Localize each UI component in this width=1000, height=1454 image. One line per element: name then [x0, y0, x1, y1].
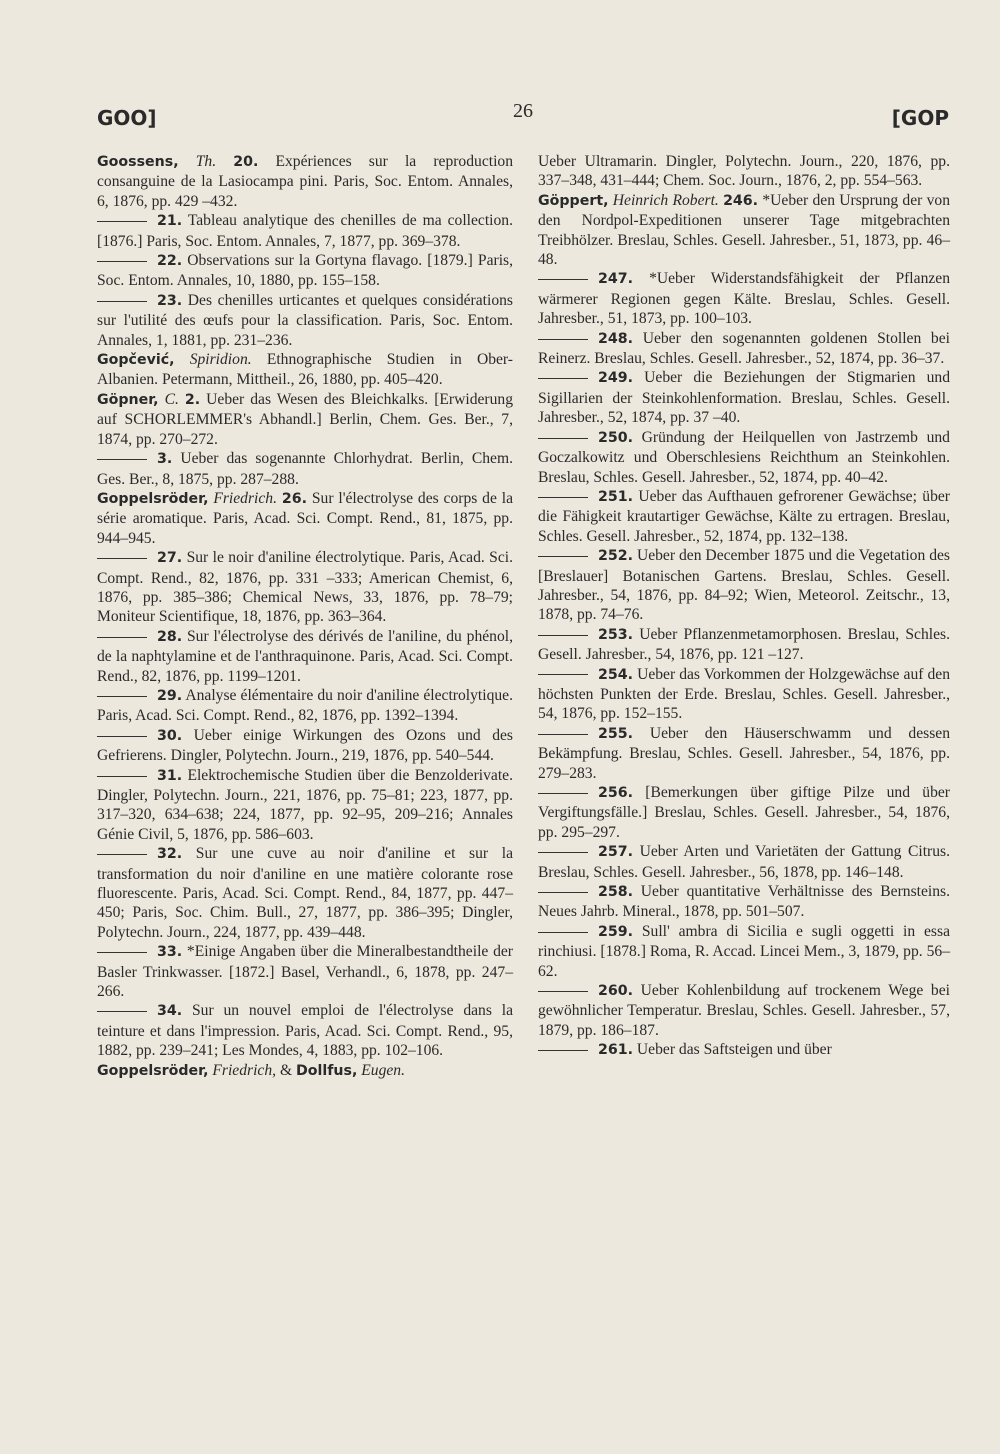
header-left-guide: GOO]	[97, 106, 157, 130]
bibliography-entry	[538, 981, 950, 1040]
ditto-rule	[97, 736, 147, 737]
entry-text: Ueber Pflanzenmetamorphosen. Breslau, Schles. Gesell. Jahresber., 54, 1876, pp. 121 –127.	[538, 625, 950, 664]
bibliography-entry	[538, 842, 950, 882]
ditto-rule	[538, 852, 588, 853]
author-given-name: Th.	[195, 153, 217, 170]
entry-number: 29.	[157, 687, 183, 704]
entry-number: 2.	[184, 391, 201, 408]
entry-text: Gründung der Heilquellen von Jastrzemb und Goczalkowitz und Oberschlesiens Reichthum an Steinkohlen. Breslau, Schles. Gesell. Jahresber., 52, 1874, pp. 40–42.	[538, 428, 950, 486]
ditto-rule	[97, 301, 147, 302]
bibliography-entry	[97, 291, 513, 350]
bibliography-entry	[538, 152, 950, 191]
bibliography-entry	[97, 548, 513, 627]
entry-text: *Einige Angaben über die Mineralbestandtheile der Basler Trinkwasser. [1872.] Basel, Verhandl., 6, 1878, pp. 247–266.	[97, 943, 513, 1001]
bibliography-entry	[97, 844, 513, 942]
entry-text: Ueber den December 1875 und die Vegetation des [Breslauer] Botanischen Gartens. Breslau, Schles. Gesell. Jahresber., 54, 1876, pp. 84–92; Wien, Meteorol. Zeitschr., 13, 1878, pp. 74–76.	[538, 547, 950, 624]
entry-text: Sur un nouvel emploi de l'électrolyse dans la teinture et dans l'impression. Paris, Acad. Sci. Compt. Rend., 95, 1882, pp. 239–241; Les Mondes, 4, 1883, pp. 102–106.	[97, 1002, 513, 1060]
ditto-rule	[538, 279, 588, 280]
entry-text: Sur l'électrolyse des corps de la série aromatique. Paris, Acad. Sci. Compt. Rend., 81, 1875, pp. 944–945.	[97, 489, 513, 547]
bibliography-entry	[97, 449, 513, 489]
entry-text: *Ueber den Ursprung der von den Nordpol-Expeditionen unserer Tage mitgebrachten Treibhölzer. Breslau, Schles. Gesell. Jahresber., 51, 1873, pp. 46–48.	[538, 191, 950, 269]
entry-number: 253.	[598, 626, 634, 643]
entry-number: 258.	[598, 884, 634, 901]
bibliography-entry	[538, 368, 950, 427]
coauthor-given-name: Eugen.	[361, 1061, 406, 1079]
bibliography-entry	[97, 1001, 513, 1060]
entry-number: 23.	[157, 292, 183, 309]
header-right-guide: [GOP	[891, 106, 949, 130]
ditto-rule	[97, 952, 147, 953]
author-given-name: Friedrich.	[213, 489, 277, 507]
entry-text: Ueber einige Wirkungen des Ozons und des Gefrierens. Dingler, Polytechn. Journ., 219, 1876, pp. 540–544.	[97, 726, 513, 765]
ditto-rule	[538, 734, 588, 735]
entry-number: 252.	[598, 548, 634, 565]
bibliography-entry	[538, 882, 950, 922]
page-header	[97, 100, 949, 134]
ditto-rule	[538, 932, 588, 933]
entry-text: Des chenilles urticantes et quelques considérations sur l'utilité des œufs pour la classification. Paris, Soc. Entom. Annales, 1, 1881, pp. 231–236.	[97, 291, 513, 349]
entry-text: Ueber das Vorkommen der Holzgewächse auf den höchsten Punkten der Erde. Breslau, Schles. Gesell. Jahresber., 54, 1876, pp. 152–155.	[538, 665, 950, 723]
bibliography-entry	[97, 766, 513, 845]
entry-text: Sur le noir d'aniline électrolytique. Paris, Acad. Sci. Compt. Rend., 82, 1876, pp. 331 –333; American Chemist, 6, 1876, pp. 385–386; Chemical News, 33, 1876, pp. 78–79; Moniteur Scientifique, 18, 1876, pp. 363–364.	[97, 549, 513, 626]
ditto-rule	[538, 635, 588, 636]
entry-text: Analyse élémentaire du noir d'aniline électrolytique. Paris, Acad. Sci. Compt. Rend., 82, 1876, pp. 1392–1394.	[97, 686, 513, 725]
ampersand: &	[279, 1061, 293, 1079]
entry-text: Ueber das Aufthauen gefrorener Gewächse; über die Fähigkeit krautartiger Gewächse, Kälte zu ertragen. Breslau, Schles. Gesell. Jahresber., 52, 1874, pp. 132–138.	[538, 487, 950, 545]
author-given-name: C.	[164, 390, 179, 408]
entry-number: 254.	[598, 666, 634, 683]
ditto-rule	[97, 854, 147, 855]
author-given-name: Friedrich,	[212, 1061, 277, 1079]
entry-number: 248.	[598, 330, 634, 347]
entry-text: Ueber quantitative Verhältnisse des Bernsteins. Neues Jahrb. Mineral., 1878, pp. 501–507.	[538, 883, 950, 921]
entry-number: 257.	[598, 844, 634, 861]
entry-number: 261.	[598, 1042, 634, 1059]
ditto-rule	[538, 378, 588, 379]
entry-text: Ueber Arten und Varietäten der Gattung Citrus. Breslau, Schles. Gesell. Jahresber., 56, 1878, pp. 146–148.	[538, 843, 950, 881]
entry-text: Ueber den sogenannten goldenen Stollen bei Reinerz. Breslau, Schles. Gesell. Jahresber., 52, 1874, pp. 36–37.	[538, 329, 950, 368]
bibliography-entry	[97, 350, 513, 390]
entry-number: 21.	[157, 213, 183, 230]
ditto-rule	[97, 221, 147, 222]
entry-number: 33.	[157, 944, 183, 961]
ditto-rule	[538, 892, 588, 893]
entry-text: Ueber das Saftsteigen und über	[636, 1041, 832, 1059]
author-given-name: Heinrich Robert.	[612, 191, 719, 209]
entry-number: 30.	[157, 727, 183, 744]
entry-number: 3.	[157, 451, 173, 468]
ditto-rule	[538, 1050, 588, 1051]
entry-number: 22.	[157, 253, 183, 270]
entry-number: 260.	[598, 983, 634, 1000]
bibliography-entry	[97, 211, 513, 251]
entry-number: 259.	[598, 923, 634, 940]
entry-text: Ueber Kohlenbildung auf trockenem Wege bei gewöhnlicher Temperatur. Breslau, Schles. Gesell. Jahresber., 57, 1879, pp. 186–187.	[538, 982, 950, 1039]
entry-text: [Bemerkungen über giftige Pilze und über Vergiftungsfälle.] Breslau, Schles. Gesell. Jahresber., 54, 1876, pp. 295–297.	[538, 784, 950, 841]
bibliography-entry	[97, 627, 513, 686]
author-surname: Goppelsröder,	[97, 490, 209, 507]
author-surname: Gopčević,	[97, 352, 175, 369]
bibliography-entry	[97, 390, 513, 449]
entry-number: 31.	[157, 767, 183, 784]
entry-number: 34.	[157, 1003, 183, 1020]
bibliography-entry	[97, 942, 513, 1001]
author-surname: Goossens,	[97, 154, 179, 170]
entry-text: Ueber Ultramarin. Dingler, Polytechn. Journ., 220, 1876, pp. 337–348, 431–444; Chem. Soc. Journ., 1876, 2, pp. 554–563.	[538, 153, 950, 190]
ditto-rule	[97, 776, 147, 777]
ditto-rule	[97, 261, 147, 262]
author-surname: Göpner,	[97, 391, 159, 408]
ditto-rule	[538, 674, 588, 675]
entry-number: 256.	[598, 785, 634, 801]
ditto-rule	[97, 558, 147, 559]
ditto-rule	[538, 793, 588, 794]
entry-number: 247.	[598, 271, 634, 288]
entry-number: 249.	[598, 370, 634, 387]
entry-text: Expériences sur la reproduction consanguine de la Lasiocampa pini. Paris, Soc. Entom. Annales, 6, 1876, pp. 429 –432.	[97, 153, 514, 210]
ditto-rule	[538, 339, 588, 340]
entry-text: Ethnographische Studien in Ober-Albanien. Petermann, Mittheil., 26, 1880, pp. 405–420.	[97, 351, 513, 389]
entry-number: 250.	[598, 429, 634, 446]
bibliography-entry	[97, 726, 513, 766]
entry-number: 251.	[598, 488, 634, 505]
entry-text: Tableau analytique des chenilles de ma collection. [1876.] Paris, Soc. Entom. Annales, 7, 1877, pp. 369–378.	[97, 212, 514, 250]
bibliography-entry	[538, 269, 950, 328]
entry-text: Ueber das Wesen des Bleichkalks. [Erwiderung auf SCHORLEMMER's Abhandl.] Berlin, Chem. Ges. Ber., 7, 1874, pp. 270–272.	[97, 390, 513, 448]
ditto-rule	[97, 637, 147, 638]
entry-text: Sull' ambra di Sicilia e sugli oggetti in essa rinchiusi. [1878.] Roma, R. Accad. Lincei Mem., 3, 1879, pp. 56–62.	[538, 922, 950, 980]
bibliography-entry	[538, 1040, 950, 1060]
entry-text: Elektrochemische Studien über die Benzolderivate. Dingler, Polytechn. Journ., 221, 1876, pp. 75–81; 223, 1877, pp. 317–320, 634–638; 224, 1877, pp. 92–95, 209–216; Annales Génie Civil, 5, 1876, pp. 586–603.	[97, 766, 513, 843]
bibliography-entry	[97, 1061, 513, 1081]
bibliography-entry	[538, 546, 950, 625]
ditto-rule	[97, 696, 147, 697]
entry-text: *Ueber Widerstandsfähigkeit der Pflanzen wärmerer Regionen gegen Kälte. Breslau, Schles. Gesell. Jahresber., 51, 1873, pp. 100–103.	[538, 270, 950, 328]
coauthor-surname: Dollfus,	[296, 1062, 358, 1079]
bibliography-entry	[97, 152, 513, 211]
entry-number: 32.	[157, 846, 183, 863]
ditto-rule	[538, 556, 588, 557]
right-column	[538, 152, 950, 1061]
bibliography-entry	[538, 724, 950, 783]
entry-number: 255.	[598, 725, 634, 742]
entry-text: Sur une cuve au noir d'aniline et sur la transformation du noir d'aniline en une matière colorante rose fluorescente. Paris, Acad. Sci. Compt. Rend., 84, 1877, pp. 447–450; Paris, Soc. Chim. Bull., 27, 1877, pp. 386–395; Dingler, Polytechn. Journ., 224, 1877, pp. 439–448.	[97, 845, 513, 941]
bibliography-entry	[97, 251, 513, 291]
entry-text: Sur l'électrolyse des dérivés de l'aniline, du phénol, de la naphtylamine et de l'anthraquinone. Paris, Acad. Sci. Compt. Rend., 82, 1876, pp. 1199–1201.	[97, 627, 513, 685]
entry-text: Ueber den Häuserschwamm und dessen Bekämpfung. Breslau, Schles. Gesell. Jahresber., 54, 1876, pp. 279–283.	[538, 724, 950, 782]
bibliography-entry	[97, 489, 513, 548]
bibliography-entry	[538, 428, 950, 487]
ditto-rule	[97, 1011, 147, 1012]
bibliography-entry	[538, 191, 950, 270]
ditto-rule	[538, 991, 588, 992]
author-surname: Göppert,	[538, 192, 609, 209]
entry-number: 26.	[281, 490, 307, 507]
bibliography-entry	[538, 783, 950, 842]
entry-number: 246.	[723, 192, 759, 209]
page-number: 26	[513, 100, 533, 122]
entry-text: Observations sur la Gortyna flavago. [1879.] Paris, Soc. Entom. Annales, 10, 1880, pp. 155–158.	[97, 252, 513, 290]
bibliography-entry	[538, 625, 950, 665]
bibliography-entry	[538, 922, 950, 981]
entry-number: 28.	[157, 628, 183, 645]
entry-text: Ueber das sogenannte Chlorhydrat. Berlin, Chem. Ges. Ber., 8, 1875, pp. 287–288.	[97, 450, 513, 488]
entry-number: 20.	[233, 154, 259, 170]
left-column	[97, 152, 513, 1081]
ditto-rule	[538, 497, 588, 498]
bibliography-entry	[538, 665, 950, 724]
author-given-name: Spiridion.	[189, 351, 252, 369]
entry-number: 27.	[157, 550, 183, 567]
ditto-rule	[538, 438, 588, 439]
ditto-rule	[97, 459, 147, 460]
bibliography-entry	[538, 329, 950, 369]
bibliography-entry	[538, 487, 950, 546]
entry-text: Ueber die Beziehungen der Stigmarien und Sigillarien der Steinkohlenformation. Breslau, Schles. Gesell. Jahresber., 52, 1874, pp. 37 –40.	[538, 369, 950, 427]
bibliography-entry	[97, 686, 513, 726]
author-surname: Goppelsröder,	[97, 1062, 209, 1079]
